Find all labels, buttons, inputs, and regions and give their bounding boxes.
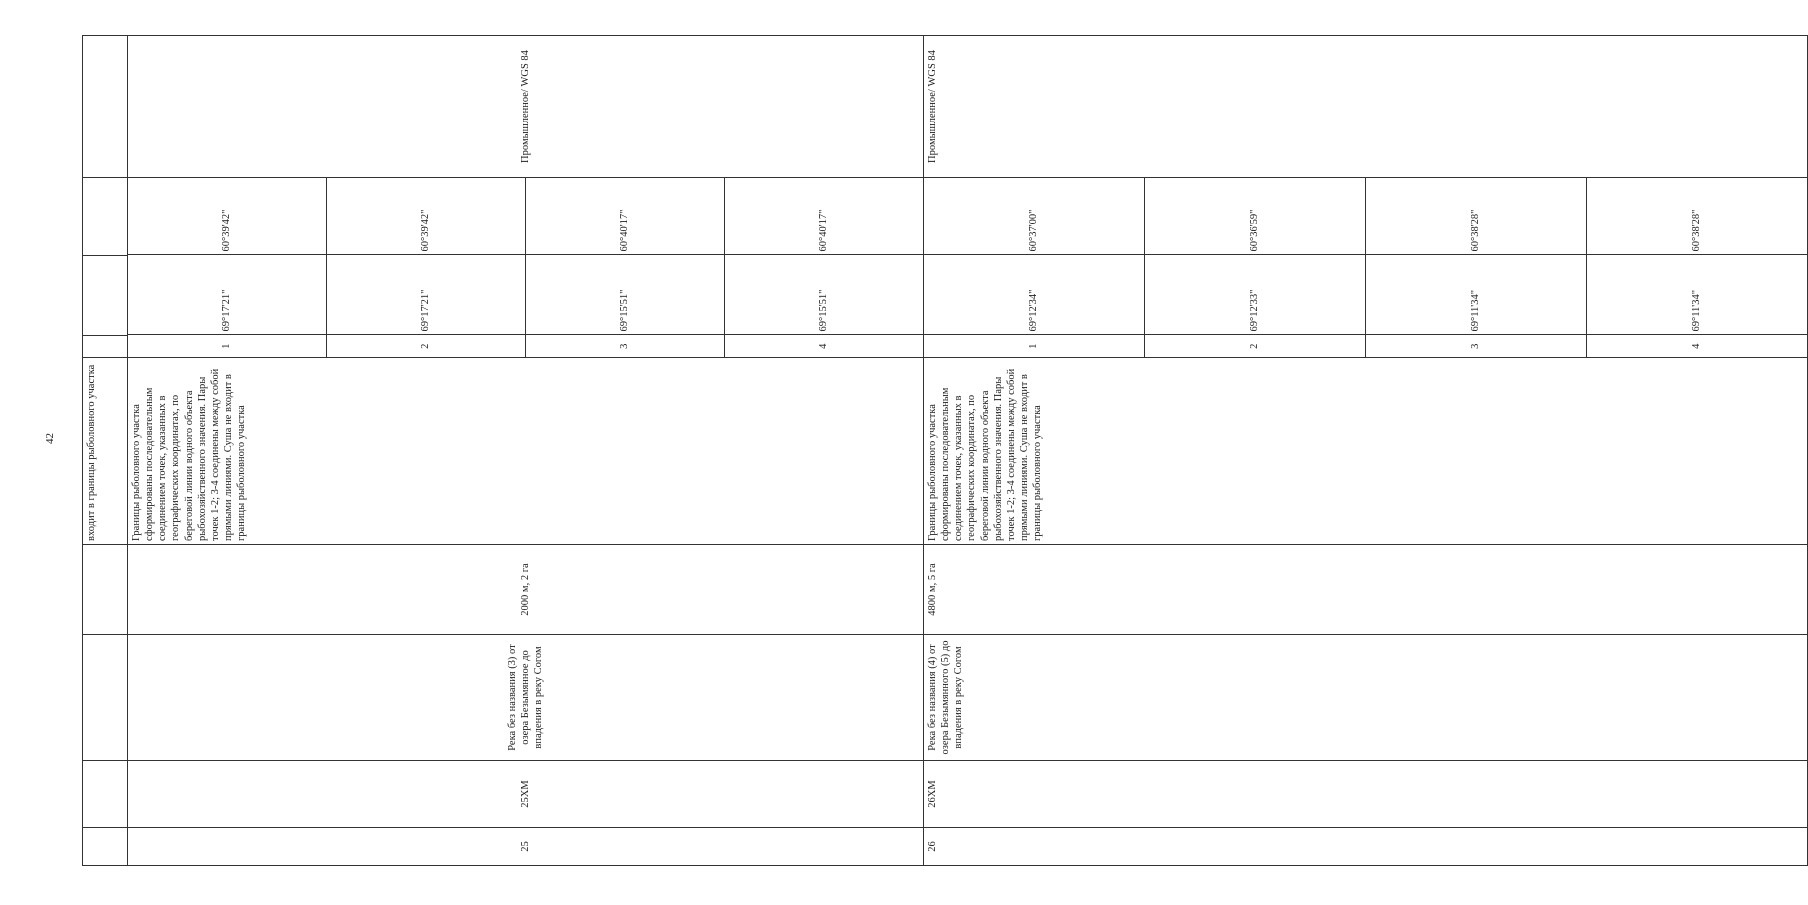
usage-purpose: Промышленное/ WGS 84 xyxy=(924,36,1808,178)
row-number: 25 xyxy=(128,828,924,866)
point-number: 4 xyxy=(1587,335,1808,357)
point-latitude: 69°17'21" xyxy=(128,255,327,335)
point-longitude: 60°40'17" xyxy=(725,177,924,255)
coordinate-row xyxy=(725,177,924,357)
table-row xyxy=(128,36,924,866)
point-longitude: 60°39'42" xyxy=(327,177,526,255)
coordinate-row xyxy=(526,177,725,357)
point-latitude: 69°11'34" xyxy=(1587,255,1808,335)
continuation-row xyxy=(83,36,128,866)
point-number: 1 xyxy=(924,335,1145,357)
point-latitude: 69°15'51" xyxy=(725,255,924,335)
area-size: 4800 м, 5 га xyxy=(924,545,1808,635)
point-number: 1 xyxy=(128,335,327,357)
cell-empty xyxy=(83,256,128,336)
coordinate-row xyxy=(128,177,327,357)
point-latitude: 69°11'34" xyxy=(1366,255,1587,335)
waterbody-name: Река без названия (3) от озера Безымянное до впадения в реку Согом xyxy=(128,635,924,761)
boundary-description: Границы рыболовного участка сформированы последовательным соединением точек, указанных в географических координатах, по береговой линии водного объекта рыбохозяйственного значения. Пары точек 1-2; 3-4 соединены между собой прямыми линиями. Суша не входит в границы рыболовного участка xyxy=(924,358,1808,545)
cell-empty xyxy=(83,178,128,256)
point-number: 2 xyxy=(327,335,526,357)
cell-empty xyxy=(83,545,128,635)
point-longitude: 60°39'42" xyxy=(128,177,327,255)
point-latitude: 69°17'21" xyxy=(327,255,526,335)
row-number: 26 xyxy=(924,828,1808,866)
coordinates-block xyxy=(128,178,924,358)
point-longitude: 60°36'59" xyxy=(1145,177,1366,255)
point-number: 3 xyxy=(526,335,725,357)
usage-purpose: Промышленное/ WGS 84 xyxy=(128,36,924,178)
point-number: 3 xyxy=(1366,335,1587,357)
point-longitude: 60°37'00" xyxy=(924,177,1145,255)
page-number: 42 xyxy=(44,433,56,444)
fishing-areas-table-container xyxy=(82,36,1703,866)
boundary-description: Границы рыболовного участка сформированы последовательным соединением точек, указанных в географических координатах, по береговой линии водного объекта рыбохозяйственного значения. Пары точек 1-2; 3-4 соединены между собой прямыми линиями. Суша не входит в границы рыболовного участка xyxy=(128,358,924,545)
coordinate-row xyxy=(1587,177,1808,357)
point-number: 2 xyxy=(1145,335,1366,357)
waterbody-name: Река без названия (4) от озера Безымянного (5) до впадения в реку Согом xyxy=(924,635,1808,761)
area-code: 25ХМ xyxy=(128,761,924,828)
point-latitude: 69°12'34" xyxy=(924,255,1145,335)
cell-empty xyxy=(83,828,128,866)
cell-empty xyxy=(83,36,128,178)
area-size: 2000 м, 2 га xyxy=(128,545,924,635)
point-longitude: 60°38'28" xyxy=(1366,177,1587,255)
coordinate-row xyxy=(924,177,1145,357)
coordinate-row xyxy=(1366,177,1587,357)
cell-empty xyxy=(83,761,128,828)
point-longitude: 60°40'17" xyxy=(526,177,725,255)
point-latitude: 69°15'51" xyxy=(526,255,725,335)
continuation-text: входит в границы рыболовного участка xyxy=(83,358,128,545)
cell-empty xyxy=(83,336,128,358)
point-number: 4 xyxy=(725,335,924,357)
area-code: 26ХМ xyxy=(924,761,1808,828)
coordinate-row xyxy=(1145,177,1366,357)
coordinates-block xyxy=(924,178,1808,358)
cell-empty xyxy=(83,635,128,761)
coordinates-table xyxy=(924,177,1807,357)
point-longitude: 60°38'28" xyxy=(1587,177,1808,255)
coordinate-row xyxy=(327,177,526,357)
point-latitude: 69°12'33" xyxy=(1145,255,1366,335)
coordinates-table xyxy=(128,177,923,357)
fishing-areas-table xyxy=(82,35,1808,866)
table-row xyxy=(924,36,1808,866)
